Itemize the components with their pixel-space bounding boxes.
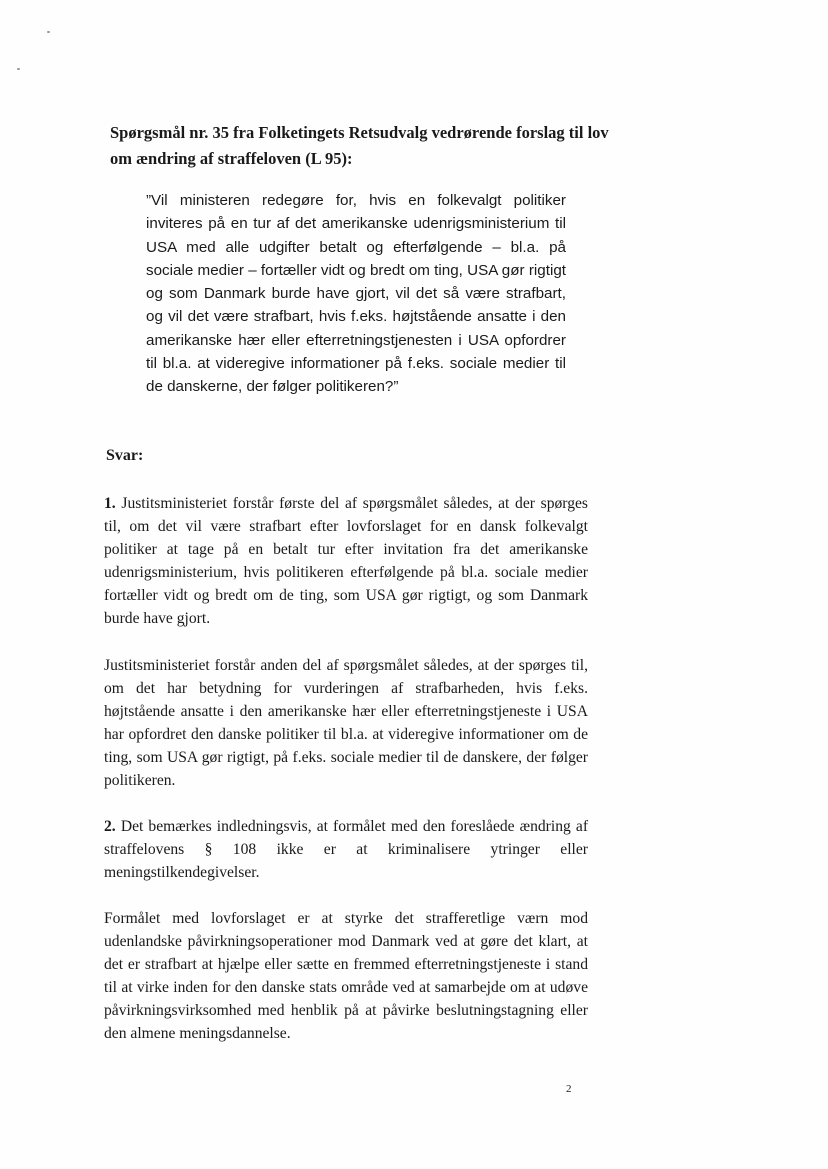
scan-speck [17,68,20,70]
paragraph-text: Justitsministeriet forstår anden del af spørgsmålet således, at der spørges til, om det har betydning for vurderingen af strafbarheden, hvis f.eks. højtstående ansatte i den amerikanske hær eller efterretningstjeneste i USA har opfordret den danske politiker til bl.a. at videregive informationer om de ting, som USA gør rigtigt, på f.eks. sociale medier til de danskere, der følger politikeren. [104,657,588,789]
paragraph-number: 1. [104,495,116,512]
page-number: 2 [566,1083,572,1095]
answer-paragraph-2 [104,654,588,792]
paragraph-text: Det bemærkes indledningsvis, at formålet med den foreslåede ændring af straffelovens § 108 ikke er at kriminalisere ytringer eller meningstilkendegivelser. [104,818,589,881]
paragraph-text: Formålet med lovforslaget er at styrke det strafferetlige værn mod udenlandske påvirkningsoperationer mod Danmark ved at gøre det klart, at det er strafbart at hjælpe eller sætte en fremmed efterretningstjeneste i stand til at virke inden for den danske stats område ved at samarbejde om at udøve påvirkningsvirksomhed med henblik på at påvirke beslutningstagning eller den almene meningsdannelse. [104,910,588,1042]
paragraph-number: 2. [104,818,116,835]
question-heading: Spørgsmål nr. 35 fra Folketingets Retsudvalg vedrørende forslag til lov om ændring af straffeloven (L 95): [110,123,609,168]
paragraph-text: Justitsministeriet forstår første del af spørgsmålet således, at der spørges til, om det vil være strafbart efter lovforslaget for en dansk folkevalgt politiker at tage på en betalt tur efter invitation fra det amerikanske udenrigsministerium, hvis politikeren efterfølgende på bl.a. sociale medier fortæller vidt og bredt om de ting, som USA gør rigtigt, og som Danmark burde have gjort. [104,495,588,627]
answer-paragraph-3 [104,815,588,884]
question-quote: ”Vil ministeren redegøre for, hvis en folkevalgt politiker inviteres på en tur af det amerikanske udenrigsministerium til USA med alle udgifter betalt og efterfølgende – bl.a. på sociale medier – fortæller vidt og bredt om ting, USA gør rigtigt og som Danmark burde have gjort, vil det så være strafbart, og vil det være strafbart, hvis f.eks. højtstående ansatte i den amerikanske hær eller efterretningstjenesten i USA opfordrer til bl.a. at videregive informationer på f.eks. sociale medier til de danskerne, der følger politikeren?” [146,192,566,396]
answer-label: Svar: [106,447,144,464]
answer-paragraph-1 [104,492,588,630]
answer-paragraph-4 [104,907,588,1045]
scan-speck [47,31,50,33]
